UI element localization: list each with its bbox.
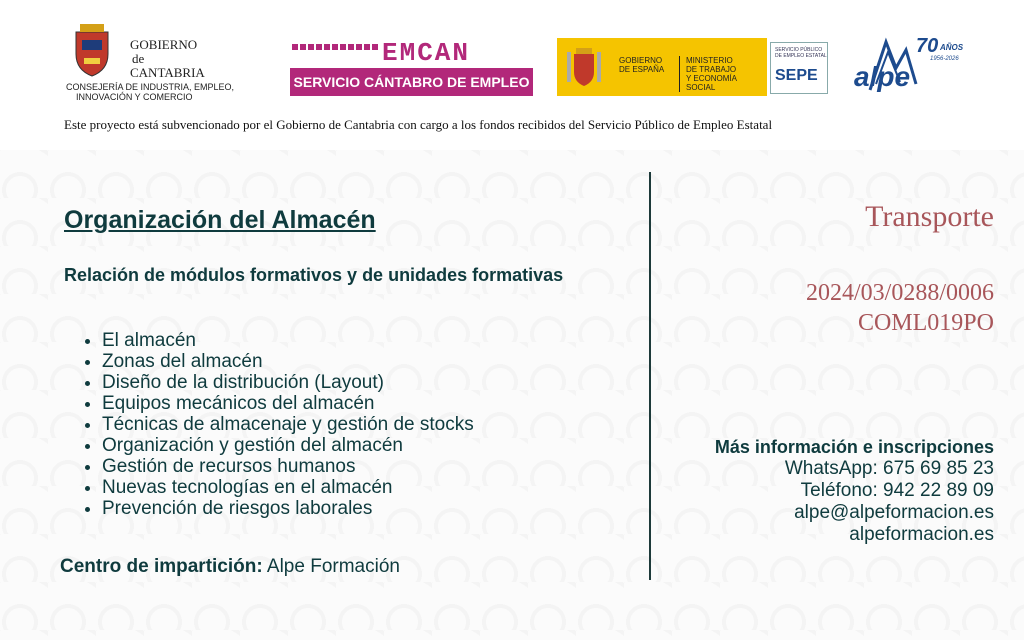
list-item: • Gestión de recursos humanos (102, 456, 474, 477)
sepe-logo (770, 42, 828, 94)
alpe-anniv-number: 70 (916, 35, 939, 57)
emcan-logo (290, 38, 533, 98)
subvencion-note: Este proyecto está subvencionado por el Gobierno de Cantabria con cargo a los fondos recibidos del Servicio Público de Empleo Estatal (64, 117, 773, 132)
list-item: • Equipos mecánicos del almacén (102, 393, 474, 414)
professional-family: Transporte (865, 200, 994, 233)
gobierno-espana-logo (557, 38, 767, 96)
spain-crest-icon (565, 46, 603, 88)
phone-text: Teléfono: 942 22 89 09 (800, 480, 994, 501)
expediente-code: 2024/03/0288/0006 (805, 280, 994, 306)
course-title: Organización del Almacén (64, 206, 376, 234)
gob-es-line1: GOBIERNO (619, 56, 663, 65)
sepe-small-line2: DE EMPLEO ESTATAL (775, 53, 827, 59)
ministerio-line3: Y ECONOMÍA SOCIAL (686, 74, 737, 92)
modules-heading: Relación de módulos formativos y de unidades formativas (64, 265, 564, 285)
ministerio-line2: DE TRABAJO (686, 65, 737, 74)
vertical-divider (649, 172, 651, 580)
header (0, 0, 1024, 150)
email-link[interactable]: alpe@alpeformacion.es (794, 502, 994, 523)
list-item: • Técnicas de almacenaje y gestión de stocks (102, 414, 474, 435)
alpe-years: 1956-2026 (930, 56, 959, 62)
cantabria-shield-icon (62, 22, 122, 78)
consejeria-line1: CONSEJERÍA DE INDUSTRIA, EMPLEO, (66, 82, 235, 92)
gobierno-cantabria-logo (62, 20, 244, 106)
alpe-word: alpe (854, 61, 911, 92)
emcan-word: EMCAN (382, 38, 471, 68)
info-title: Más información e inscripciones (714, 437, 994, 457)
list-item: • Diseño de la distribución (Layout) (102, 372, 474, 393)
alpe-anos: AÑOS (940, 43, 964, 52)
gob-es-line2: DE ESPAÑA (619, 65, 665, 74)
centro-label: Centro de impartición: (60, 556, 263, 577)
emcan-bar: SERVICIO CÁNTABRO DE EMPLEO (290, 68, 533, 96)
alpe-70-anos-logo (850, 28, 970, 100)
consejeria-line2: INNOVACIÓN Y COMERCIO (76, 92, 193, 102)
cantabria-line1: GOBIERNO (130, 37, 198, 52)
emcan-dots-icon (292, 44, 378, 50)
list-item: • Organización y gestión del almacén (102, 435, 474, 456)
list-item: • El almacén (102, 330, 474, 351)
sepe-word: SEPE (775, 67, 818, 84)
list-item: • Zonas del almacén (102, 351, 474, 372)
ministerio-line1: MINISTERIO (686, 56, 733, 65)
modules-list (82, 330, 474, 519)
whatsapp-text: WhatsApp: 675 69 85 23 (784, 458, 994, 479)
course-code: COML019PO (857, 310, 994, 336)
list-item: • Prevención de riesgos laborales (102, 498, 474, 519)
list-item: • Nuevas tecnologías en el almacén (102, 477, 474, 498)
cantabria-line3: CANTABRIA (130, 65, 205, 80)
website-link[interactable]: alpeformacion.es (849, 524, 994, 545)
cantabria-line2: de (132, 51, 145, 66)
sepe-small-line1: SERVICIO PÚBLICO (775, 47, 823, 53)
centro-imparticion (60, 556, 400, 578)
centro-value: Alpe Formación (262, 556, 400, 577)
